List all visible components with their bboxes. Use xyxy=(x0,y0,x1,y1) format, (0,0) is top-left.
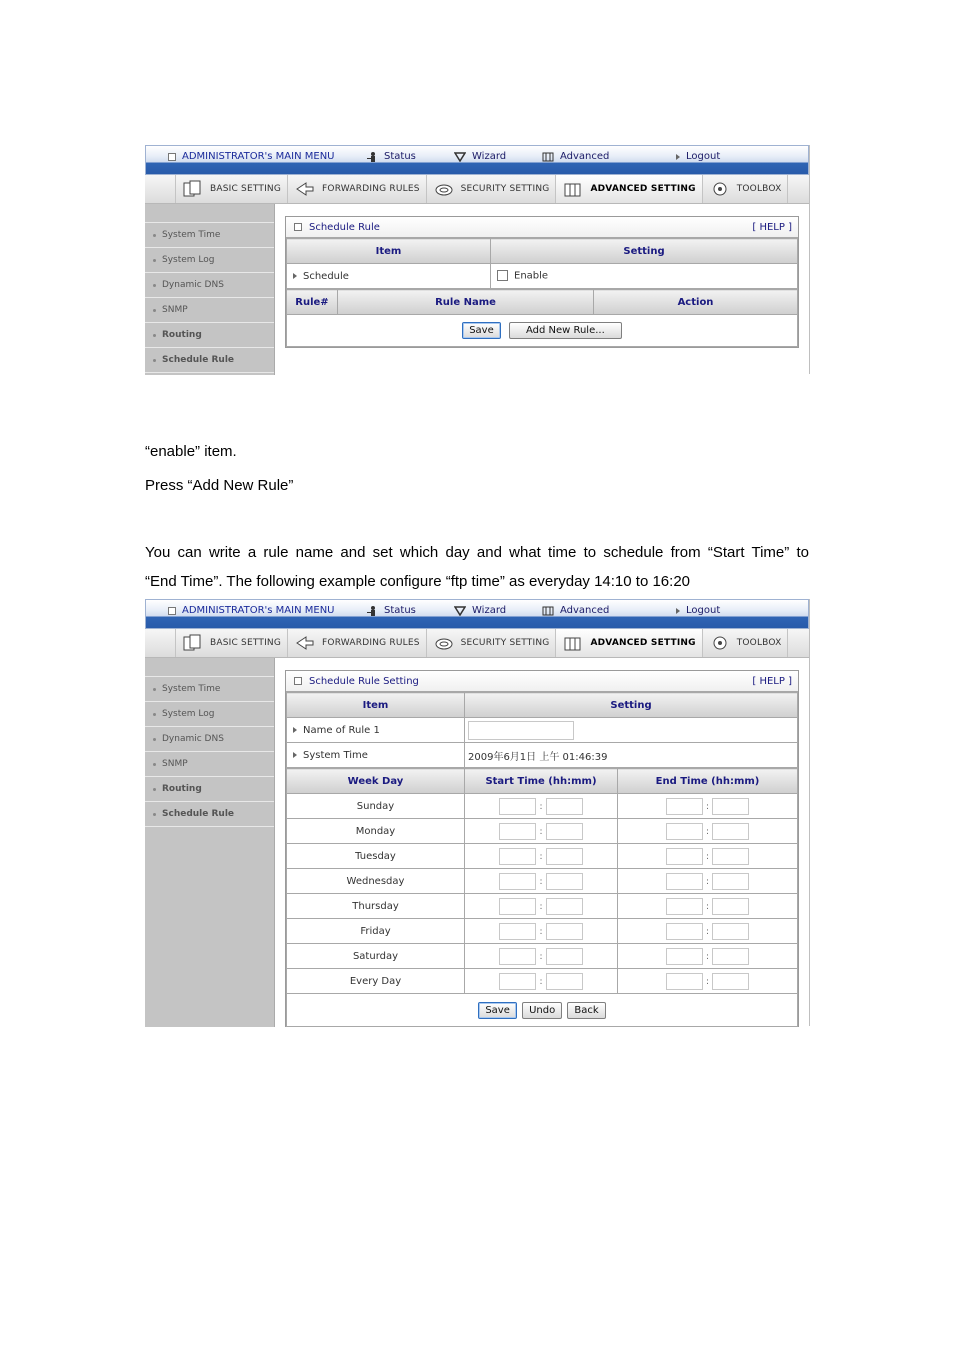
start-hour-input[interactable] xyxy=(499,973,536,990)
start-time-cell xyxy=(465,969,618,994)
time-colon: : xyxy=(539,877,543,887)
help-link[interactable]: [ HELP ] xyxy=(752,675,792,687)
advanced-icon xyxy=(542,152,554,162)
save-button[interactable]: Save xyxy=(462,322,501,339)
main-tabs xyxy=(145,629,809,658)
start-hour-input[interactable] xyxy=(499,823,536,840)
end-hour-input[interactable] xyxy=(666,848,703,865)
day-row xyxy=(287,819,798,844)
schedule-rule-panel xyxy=(285,216,799,348)
basic-setting-icon xyxy=(182,179,204,199)
enable-checkbox[interactable] xyxy=(497,270,508,281)
advanced-setting-icon xyxy=(562,179,584,199)
toolbox-icon xyxy=(709,179,731,199)
person-icon xyxy=(366,152,378,162)
forwarding-rules-icon xyxy=(294,633,316,653)
sidebar-item-routing[interactable]: Routing xyxy=(145,323,274,348)
system-time-value: 2009年6月1日 上午 01:46:39 xyxy=(465,743,798,768)
wizard-icon xyxy=(454,152,466,162)
sidebar-item-system-log[interactable]: System Log xyxy=(145,702,274,727)
sidebar-item-dynamic-dns[interactable]: Dynamic DNS xyxy=(145,273,274,298)
end-minute-input[interactable] xyxy=(712,873,749,890)
end-minute-input[interactable] xyxy=(712,948,749,965)
sidebar-item-snmp[interactable]: SNMP xyxy=(145,298,274,323)
start-hour-input[interactable] xyxy=(499,898,536,915)
start-time-cell xyxy=(465,944,618,969)
advanced-link[interactable]: Advanced xyxy=(542,151,609,162)
panel-title-bar xyxy=(286,671,798,692)
time-colon: : xyxy=(539,802,543,812)
end-hour-input[interactable] xyxy=(666,823,703,840)
sidebar xyxy=(145,658,275,1027)
day-row xyxy=(287,944,798,969)
time-colon: : xyxy=(705,952,710,962)
forwarding-rules-icon xyxy=(294,179,316,199)
doc-text-description-2: “End Time”. The following example configure “ftp time” as everyday 14:10 to 16:20 xyxy=(145,573,691,590)
day-label: Friday xyxy=(287,919,465,944)
sidebar-item-system-log[interactable]: System Log xyxy=(145,248,274,273)
col-rule-number: Rule# xyxy=(287,290,338,315)
system-time-label-cell: System Time xyxy=(287,743,465,768)
tab-security-setting[interactable]: SECURITY SETTING xyxy=(427,175,557,203)
time-colon: : xyxy=(705,802,710,812)
tab-basic-setting[interactable]: BASIC SETTING xyxy=(175,175,288,203)
weekday-time-table xyxy=(286,768,798,1027)
time-colon: : xyxy=(539,902,543,912)
end-minute-input[interactable] xyxy=(712,848,749,865)
time-colon: : xyxy=(539,977,543,987)
day-row xyxy=(287,919,798,944)
end-time-cell xyxy=(618,969,798,994)
time-colon: : xyxy=(705,927,710,937)
tab-toolbox[interactable]: TOOLBOX xyxy=(703,629,789,657)
sidebar-item-schedule-rule[interactable]: Schedule Rule xyxy=(145,348,274,373)
tab-basic-setting[interactable]: BASIC SETTING xyxy=(175,629,288,657)
end-time-cell xyxy=(618,869,798,894)
time-colon: : xyxy=(705,877,710,887)
panel-title: Schedule Rule xyxy=(309,221,380,233)
end-hour-input[interactable] xyxy=(666,898,703,915)
router-screen-schedule-rule xyxy=(145,145,810,374)
panel-square-icon xyxy=(294,677,302,685)
end-minute-input[interactable] xyxy=(712,923,749,940)
start-minute-input[interactable] xyxy=(546,973,583,990)
person-icon xyxy=(366,606,378,616)
time-colon: : xyxy=(539,852,543,862)
bullet-icon xyxy=(153,284,156,287)
top-menu-bar xyxy=(145,145,809,175)
panel-square-icon xyxy=(294,223,302,231)
doc-text-press-add: Press “Add New Rule” xyxy=(145,477,294,494)
bullet-icon xyxy=(153,309,156,312)
day-row xyxy=(287,969,798,994)
start-time-cell xyxy=(465,894,618,919)
end-minute-input[interactable] xyxy=(712,798,749,815)
start-minute-input[interactable] xyxy=(546,948,583,965)
start-hour-input[interactable] xyxy=(499,923,536,940)
bullet-icon xyxy=(153,234,156,237)
end-time-cell xyxy=(618,794,798,819)
tab-advanced-setting[interactable]: ADVANCED SETTING xyxy=(556,175,702,203)
security-setting-icon xyxy=(433,633,455,653)
col-setting: Setting xyxy=(491,239,798,264)
rule-settings-table xyxy=(286,692,798,768)
tab-toolbox[interactable]: TOOLBOX xyxy=(703,175,789,203)
rule-name-input[interactable] xyxy=(468,721,574,740)
time-colon: : xyxy=(539,927,543,937)
wizard-link[interactable]: Wizard xyxy=(454,605,506,616)
enable-cell: Enable xyxy=(491,264,798,289)
bullet-icon xyxy=(153,259,156,262)
advanced-link[interactable]: Advanced xyxy=(542,605,609,616)
arrow-right-icon xyxy=(676,608,680,614)
tab-forwarding-rules[interactable]: FORWARDING RULES xyxy=(288,175,427,203)
sidebar-item-snmp[interactable]: SNMP xyxy=(145,752,274,777)
end-minute-input[interactable] xyxy=(712,973,749,990)
time-colon: : xyxy=(539,952,543,962)
end-minute-input[interactable] xyxy=(712,898,749,915)
col-rule-name: Rule Name xyxy=(338,290,594,315)
time-colon: : xyxy=(705,852,710,862)
col-setting: Setting xyxy=(465,693,798,718)
rule-list-table xyxy=(286,289,798,347)
doc-text-enable-item: “enable” item. xyxy=(145,443,237,460)
sidebar-item-schedule-rule[interactable]: Schedule Rule xyxy=(145,802,274,827)
menu-square-icon xyxy=(168,153,176,161)
sidebar-item-routing[interactable]: Routing xyxy=(145,777,274,802)
day-label: Wednesday xyxy=(287,869,465,894)
time-colon: : xyxy=(705,827,710,837)
day-label: Saturday xyxy=(287,944,465,969)
add-new-rule-button[interactable]: Add New Rule... xyxy=(509,322,622,339)
start-minute-input[interactable] xyxy=(546,823,583,840)
schedule-settings-table xyxy=(286,238,798,289)
col-item: Item xyxy=(287,239,491,264)
top-menu-bar xyxy=(145,599,809,629)
time-colon: : xyxy=(705,977,710,987)
tab-advanced-setting[interactable]: ADVANCED SETTING xyxy=(556,629,702,657)
logout-link[interactable]: Logout xyxy=(676,605,720,616)
start-time-cell xyxy=(465,919,618,944)
col-end-time: End Time (hh:mm) xyxy=(618,769,798,794)
start-time-cell xyxy=(465,844,618,869)
end-time-cell xyxy=(618,919,798,944)
logout-link[interactable]: Logout xyxy=(676,151,720,162)
day-row xyxy=(287,844,798,869)
arrow-right-icon xyxy=(676,154,680,160)
day-label: Tuesday xyxy=(287,844,465,869)
admin-main-menu[interactable]: ADMINISTRATOR's MAIN MENU xyxy=(168,151,335,162)
end-hour-input[interactable] xyxy=(666,873,703,890)
bullet-icon xyxy=(153,359,156,362)
arrow-right-icon xyxy=(293,752,297,758)
col-week-day: Week Day xyxy=(287,769,465,794)
bullet-icon xyxy=(153,813,156,816)
security-setting-icon xyxy=(433,179,455,199)
end-hour-input[interactable] xyxy=(666,948,703,965)
bullet-icon xyxy=(153,763,156,766)
day-label: Every Day xyxy=(287,969,465,994)
end-time-cell xyxy=(618,894,798,919)
end-time-cell xyxy=(618,844,798,869)
wizard-link[interactable]: Wizard xyxy=(454,151,506,162)
doc-text-description-1: You can write a rule name and set which day and what time to schedule from “Start Time” to xyxy=(145,544,809,561)
button-row xyxy=(287,994,798,1027)
menu-square-icon xyxy=(168,607,176,615)
router-screen-schedule-rule-setting xyxy=(145,599,810,1026)
end-hour-input[interactable] xyxy=(666,798,703,815)
start-hour-input[interactable] xyxy=(499,798,536,815)
basic-setting-icon xyxy=(182,633,204,653)
day-row xyxy=(287,894,798,919)
bullet-icon xyxy=(153,334,156,337)
schedule-label-cell: Schedule xyxy=(287,264,491,289)
toolbox-icon xyxy=(709,633,731,653)
advanced-setting-icon xyxy=(562,633,584,653)
sidebar xyxy=(145,204,275,375)
schedule-rule-setting-panel xyxy=(285,670,799,1027)
end-hour-input[interactable] xyxy=(666,973,703,990)
start-minute-input[interactable] xyxy=(546,873,583,890)
advanced-icon xyxy=(542,606,554,616)
button-row xyxy=(287,315,798,347)
start-minute-input[interactable] xyxy=(546,798,583,815)
time-colon: : xyxy=(705,902,710,912)
start-minute-input[interactable] xyxy=(546,848,583,865)
start-hour-input[interactable] xyxy=(499,848,536,865)
bullet-icon xyxy=(153,788,156,791)
rule-name-cell xyxy=(465,718,798,743)
time-colon: : xyxy=(539,827,543,837)
day-label: Thursday xyxy=(287,894,465,919)
end-minute-input[interactable] xyxy=(712,823,749,840)
sidebar-item-system-time[interactable]: System Time xyxy=(145,223,274,248)
start-time-cell xyxy=(465,869,618,894)
start-time-cell xyxy=(465,819,618,844)
rule-name-label-cell: Name of Rule 1 xyxy=(287,718,465,743)
panel-title-bar xyxy=(286,217,798,238)
status-link[interactable]: Status xyxy=(366,605,416,616)
status-link[interactable]: Status xyxy=(366,151,416,162)
save-button[interactable]: Save xyxy=(478,1002,517,1019)
help-link[interactable]: [ HELP ] xyxy=(752,221,792,233)
start-minute-input[interactable] xyxy=(546,898,583,915)
back-button[interactable]: Back xyxy=(567,1002,605,1019)
start-time-cell xyxy=(465,794,618,819)
tab-security-setting[interactable]: SECURITY SETTING xyxy=(427,629,557,657)
start-hour-input[interactable] xyxy=(499,948,536,965)
col-action: Action xyxy=(594,290,798,315)
day-label: Sunday xyxy=(287,794,465,819)
end-time-cell xyxy=(618,944,798,969)
arrow-right-icon xyxy=(293,273,297,279)
bullet-icon xyxy=(153,688,156,691)
undo-button[interactable]: Undo xyxy=(522,1002,562,1019)
sidebar-item-dynamic-dns[interactable]: Dynamic DNS xyxy=(145,727,274,752)
day-row xyxy=(287,869,798,894)
day-label: Monday xyxy=(287,819,465,844)
panel-title: Schedule Rule Setting xyxy=(309,675,419,687)
sidebar-item-system-time[interactable]: System Time xyxy=(145,677,274,702)
day-row xyxy=(287,794,798,819)
end-time-cell xyxy=(618,819,798,844)
bullet-icon xyxy=(153,713,156,716)
col-item: Item xyxy=(287,693,465,718)
bullet-icon xyxy=(153,738,156,741)
wizard-icon xyxy=(454,606,466,616)
admin-main-menu[interactable]: ADMINISTRATOR's MAIN MENU xyxy=(168,605,335,616)
start-hour-input[interactable] xyxy=(499,873,536,890)
main-tabs xyxy=(145,175,809,204)
end-hour-input[interactable] xyxy=(666,923,703,940)
col-start-time: Start Time (hh:mm) xyxy=(465,769,618,794)
tab-forwarding-rules[interactable]: FORWARDING RULES xyxy=(288,629,427,657)
start-minute-input[interactable] xyxy=(546,923,583,940)
arrow-right-icon xyxy=(293,727,297,733)
